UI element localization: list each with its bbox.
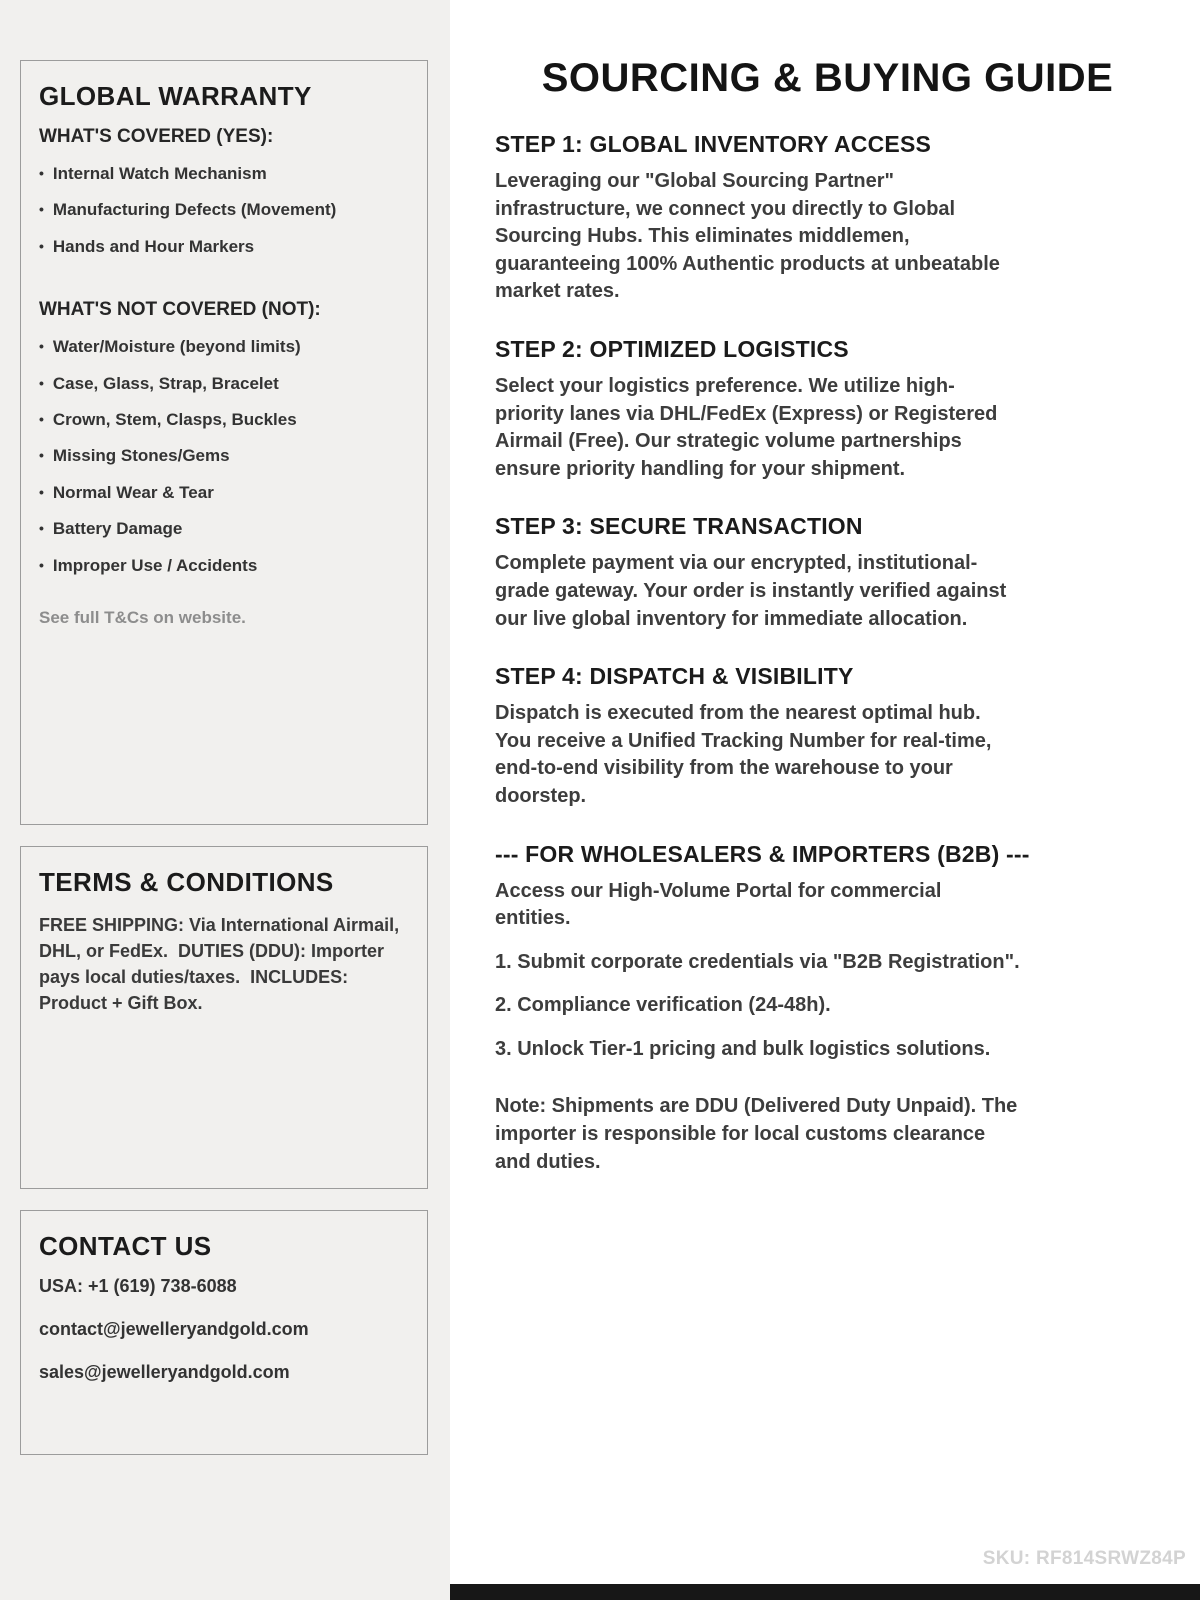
step-4-body: Dispatch is executed from the nearest optimal hub. You receive a Unified Tracking Number for real-time, end-to-end visibility from the warehouse to your doorstep. xyxy=(495,702,992,807)
warranty-covered-list xyxy=(39,164,409,257)
step-1-body: Leveraging our "Global Sourcing Partner" infrastructure, we connect you directly to Global Sourcing Hubs. This eliminates middlemen, guaranteeing 100% Authentic products at unbeatable market rates. xyxy=(495,170,1000,303)
not-covered-item: • Battery Damage xyxy=(39,519,409,539)
warranty-covered-title: WHAT'S COVERED (YES): xyxy=(39,126,274,147)
step-3 xyxy=(495,513,1160,633)
sidebar xyxy=(0,0,450,1600)
covered-item: • Internal Watch Mechanism xyxy=(39,164,409,184)
page-title: SOURCING & BUYING GUIDE xyxy=(541,56,1114,100)
contact-box xyxy=(20,1210,428,1455)
step-1 xyxy=(495,131,1160,306)
warranty-not-covered-list xyxy=(39,337,409,576)
step-2-body: Select your logistics preference. We utilize high-priority lanes via DHL/FedEx (Express) or Registered Airmail (Free). Our strategic volume partnerships ensure priority handling for your shipment. xyxy=(495,374,998,480)
not-covered-item: • Missing Stones/Gems xyxy=(39,446,409,466)
sku-label: SKU: RF814SRWZ84P xyxy=(982,1548,1186,1569)
covered-item: • Hands and Hour Markers xyxy=(39,237,409,257)
step-3-body: Complete payment via our encrypted, institutional-grade gateway. Your order is instantly verified against our live global inventory for immediate allocation. xyxy=(495,552,1007,630)
warranty-footnote: See full T&Cs on website. xyxy=(39,607,246,627)
not-covered-item: • Improper Use / Accidents xyxy=(39,556,409,576)
b2b-heading: --- FOR WHOLESALERS & IMPORTERS (B2B) --- xyxy=(495,840,1030,867)
terms-title: TERMS & CONDITIONS xyxy=(39,867,334,897)
not-covered-item: • Water/Moisture (beyond limits) xyxy=(39,337,409,357)
not-covered-item: • Case, Glass, Strap, Bracelet xyxy=(39,374,409,394)
contact-email-sales: sales@jewelleryandgold.com xyxy=(39,1362,290,1382)
warranty-title: GLOBAL WARRANTY xyxy=(39,81,312,111)
b2b-item-3: 3. Unlock Tier-1 pricing and bulk logistics solutions. xyxy=(495,1037,991,1060)
step-2-heading: STEP 2: OPTIMIZED LOGISTICS xyxy=(495,335,849,362)
step-4-heading: STEP 4: DISPATCH & VISIBILITY xyxy=(495,663,854,690)
not-covered-item: • Crown, Stem, Clasps, Buckles xyxy=(39,410,409,430)
b2b-note: Note: Shipments are DDU (Delivered Duty Unpaid). The importer is responsible for local customs clearance and duties. xyxy=(495,1095,1018,1173)
not-covered-item: • Normal Wear & Tear xyxy=(39,483,409,503)
b2b-item-2: 2. Compliance verification (24-48h). xyxy=(495,994,831,1017)
step-2 xyxy=(495,336,1160,483)
b2b-intro: Access our High-Volume Portal for commercial entities. xyxy=(495,879,942,930)
b2b-section xyxy=(495,841,1160,1177)
step-3-heading: STEP 3: SECURE TRANSACTION xyxy=(495,513,863,540)
terms-box xyxy=(20,846,428,1189)
warranty-box xyxy=(20,60,428,825)
main-content xyxy=(450,0,1200,1600)
contact-title: CONTACT US xyxy=(39,1231,212,1261)
contact-phone: USA: +1 (619) 738-6088 xyxy=(39,1276,237,1296)
step-4 xyxy=(495,663,1160,810)
covered-item: • Manufacturing Defects (Movement) xyxy=(39,200,409,220)
warranty-not-covered-title: WHAT'S NOT COVERED (NOT): xyxy=(39,299,321,321)
contact-email-primary: contact@jewelleryandgold.com xyxy=(39,1319,309,1339)
b2b-item-1: 1. Submit corporate credentials via "B2B Registration". xyxy=(495,950,1020,973)
step-1-heading: STEP 1: GLOBAL INVENTORY ACCESS xyxy=(495,131,932,157)
bottom-bar xyxy=(450,1584,1200,1600)
terms-body: FREE SHIPPING: Via International Airmail, DHL, or FedEx. DUTIES (DDU): Importer pays local duties/taxes. INCLUDES: Product + Gift Box. xyxy=(39,915,405,1014)
